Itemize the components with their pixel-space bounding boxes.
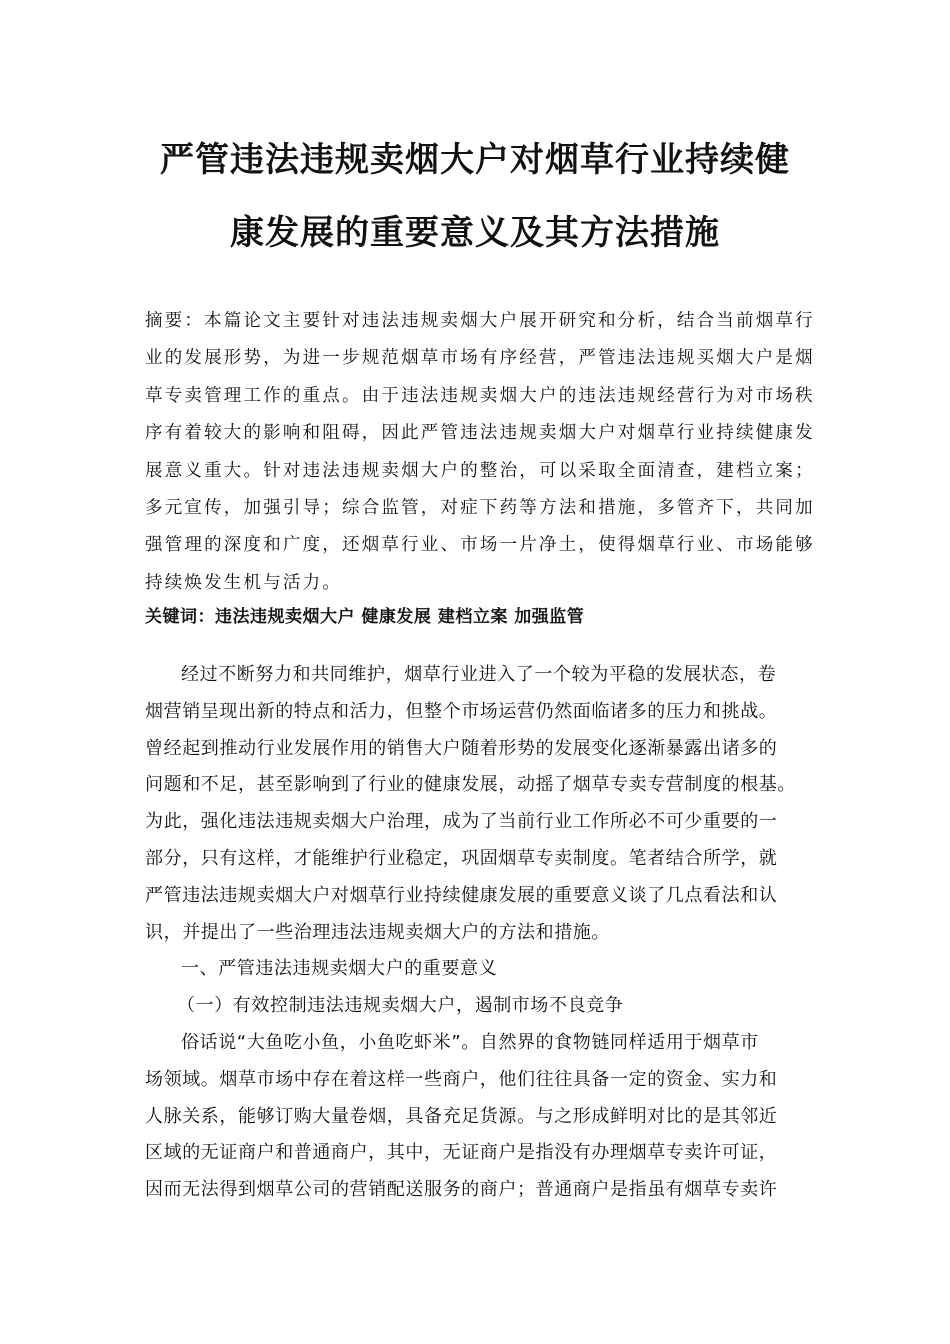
- body-line: 曾经起到推动行业发展作用的销售大户随着形势的发展变化逐渐暴露出诸多的: [145, 737, 778, 759]
- abstract-line: 持续焕发生机与活力。: [145, 572, 342, 593]
- section-heading: 一、严管违法违规卖烟大户的重要意义: [181, 958, 498, 980]
- abstract-line: 摘要：本篇论文主要针对违法违规卖烟大户展开研究和分析，结合当前烟草行: [145, 311, 815, 331]
- title-line-2: 康发展的重要意义及其方法措施: [230, 213, 720, 253]
- title-line-1: 严管违法违规卖烟大户对烟草行业持续健: [160, 140, 790, 180]
- abstract-line: 强管理的深度和广度，还烟草行业、市场一片净土，使得烟草行业、市场能够: [145, 535, 815, 556]
- body-line: 场领域。烟草市场中存在着这样一些商户，他们往往具备一定的资金、实力和: [145, 1068, 778, 1090]
- body-line: 识，并提出了一些治理违法违规卖烟大户的方法和措施。: [145, 921, 610, 943]
- body-line: 为此，强化违法违规卖烟大户治理，成为了当前行业工作所必不可少重要的一: [145, 811, 778, 833]
- body-line: 问题和不足，甚至影响到了行业的健康发展，动摇了烟草专卖专营制度的根基。: [145, 774, 796, 796]
- abstract: [145, 306, 825, 605]
- body-line: 人脉关系，能够订购大量卷烟，具备充足货源。与之形成鲜明对比的是其邻近: [145, 1105, 778, 1127]
- abstract-line: 草专卖管理工作的重点。由于违法违规卖烟大户的违法违规经营行为对市场秩: [145, 385, 815, 406]
- body-line: 区域的无证商户和普通商户，其中，无证商户是指没有办理烟草专卖许可证，: [145, 1142, 778, 1164]
- keywords: 关键词：违法违规卖烟大户 健康发展 建档立案 加强监管: [145, 607, 585, 627]
- subsection-heading: （一）有效控制违法违规卖烟大户，遏制市场不良竞争: [177, 995, 624, 1017]
- body-line: 烟营销呈现出新的特点和活力，但整个市场运营仍然面临诸多的压力和挑战。: [145, 700, 778, 722]
- abstract-line: 多元宣传，加强引导；综合监管，对症下药等方法和措施，多管齐下，共同加: [145, 497, 815, 518]
- body-text: [145, 660, 835, 1212]
- abstract-line: 序有着较大的影响和阻碍，因此严管违法违规卖烟大户对烟草行业持续健康发: [145, 423, 815, 444]
- abstract-line: 业的发展形势，为进一步规范烟草市场有序经营，严管违法违规买烟大户是烟: [145, 348, 815, 369]
- body-line: 经过不断努力和共同维护，烟草行业进入了一个较为平稳的发展状态，卷: [181, 664, 777, 685]
- body-line: 因而无法得到烟草公司的营销配送服务的商户；普通商户是指虽有烟草专卖许: [145, 1179, 778, 1201]
- body-line: 严管违法违规卖烟大户对烟草行业持续健康发展的重要意义谈了几点看法和认: [145, 884, 778, 906]
- body-line: 部分，只有这样，才能维护行业稳定，巩固烟草专卖制度。笔者结合所学，就: [145, 847, 778, 869]
- abstract-line: 展意义重大。针对违法违规卖烟大户的整治，可以采取全面清查，建档立案；: [145, 460, 815, 481]
- body-line: 俗话说“大鱼吃小鱼，小鱼吃虾米”。自然界的食物链同样适用于烟草市: [181, 1031, 759, 1053]
